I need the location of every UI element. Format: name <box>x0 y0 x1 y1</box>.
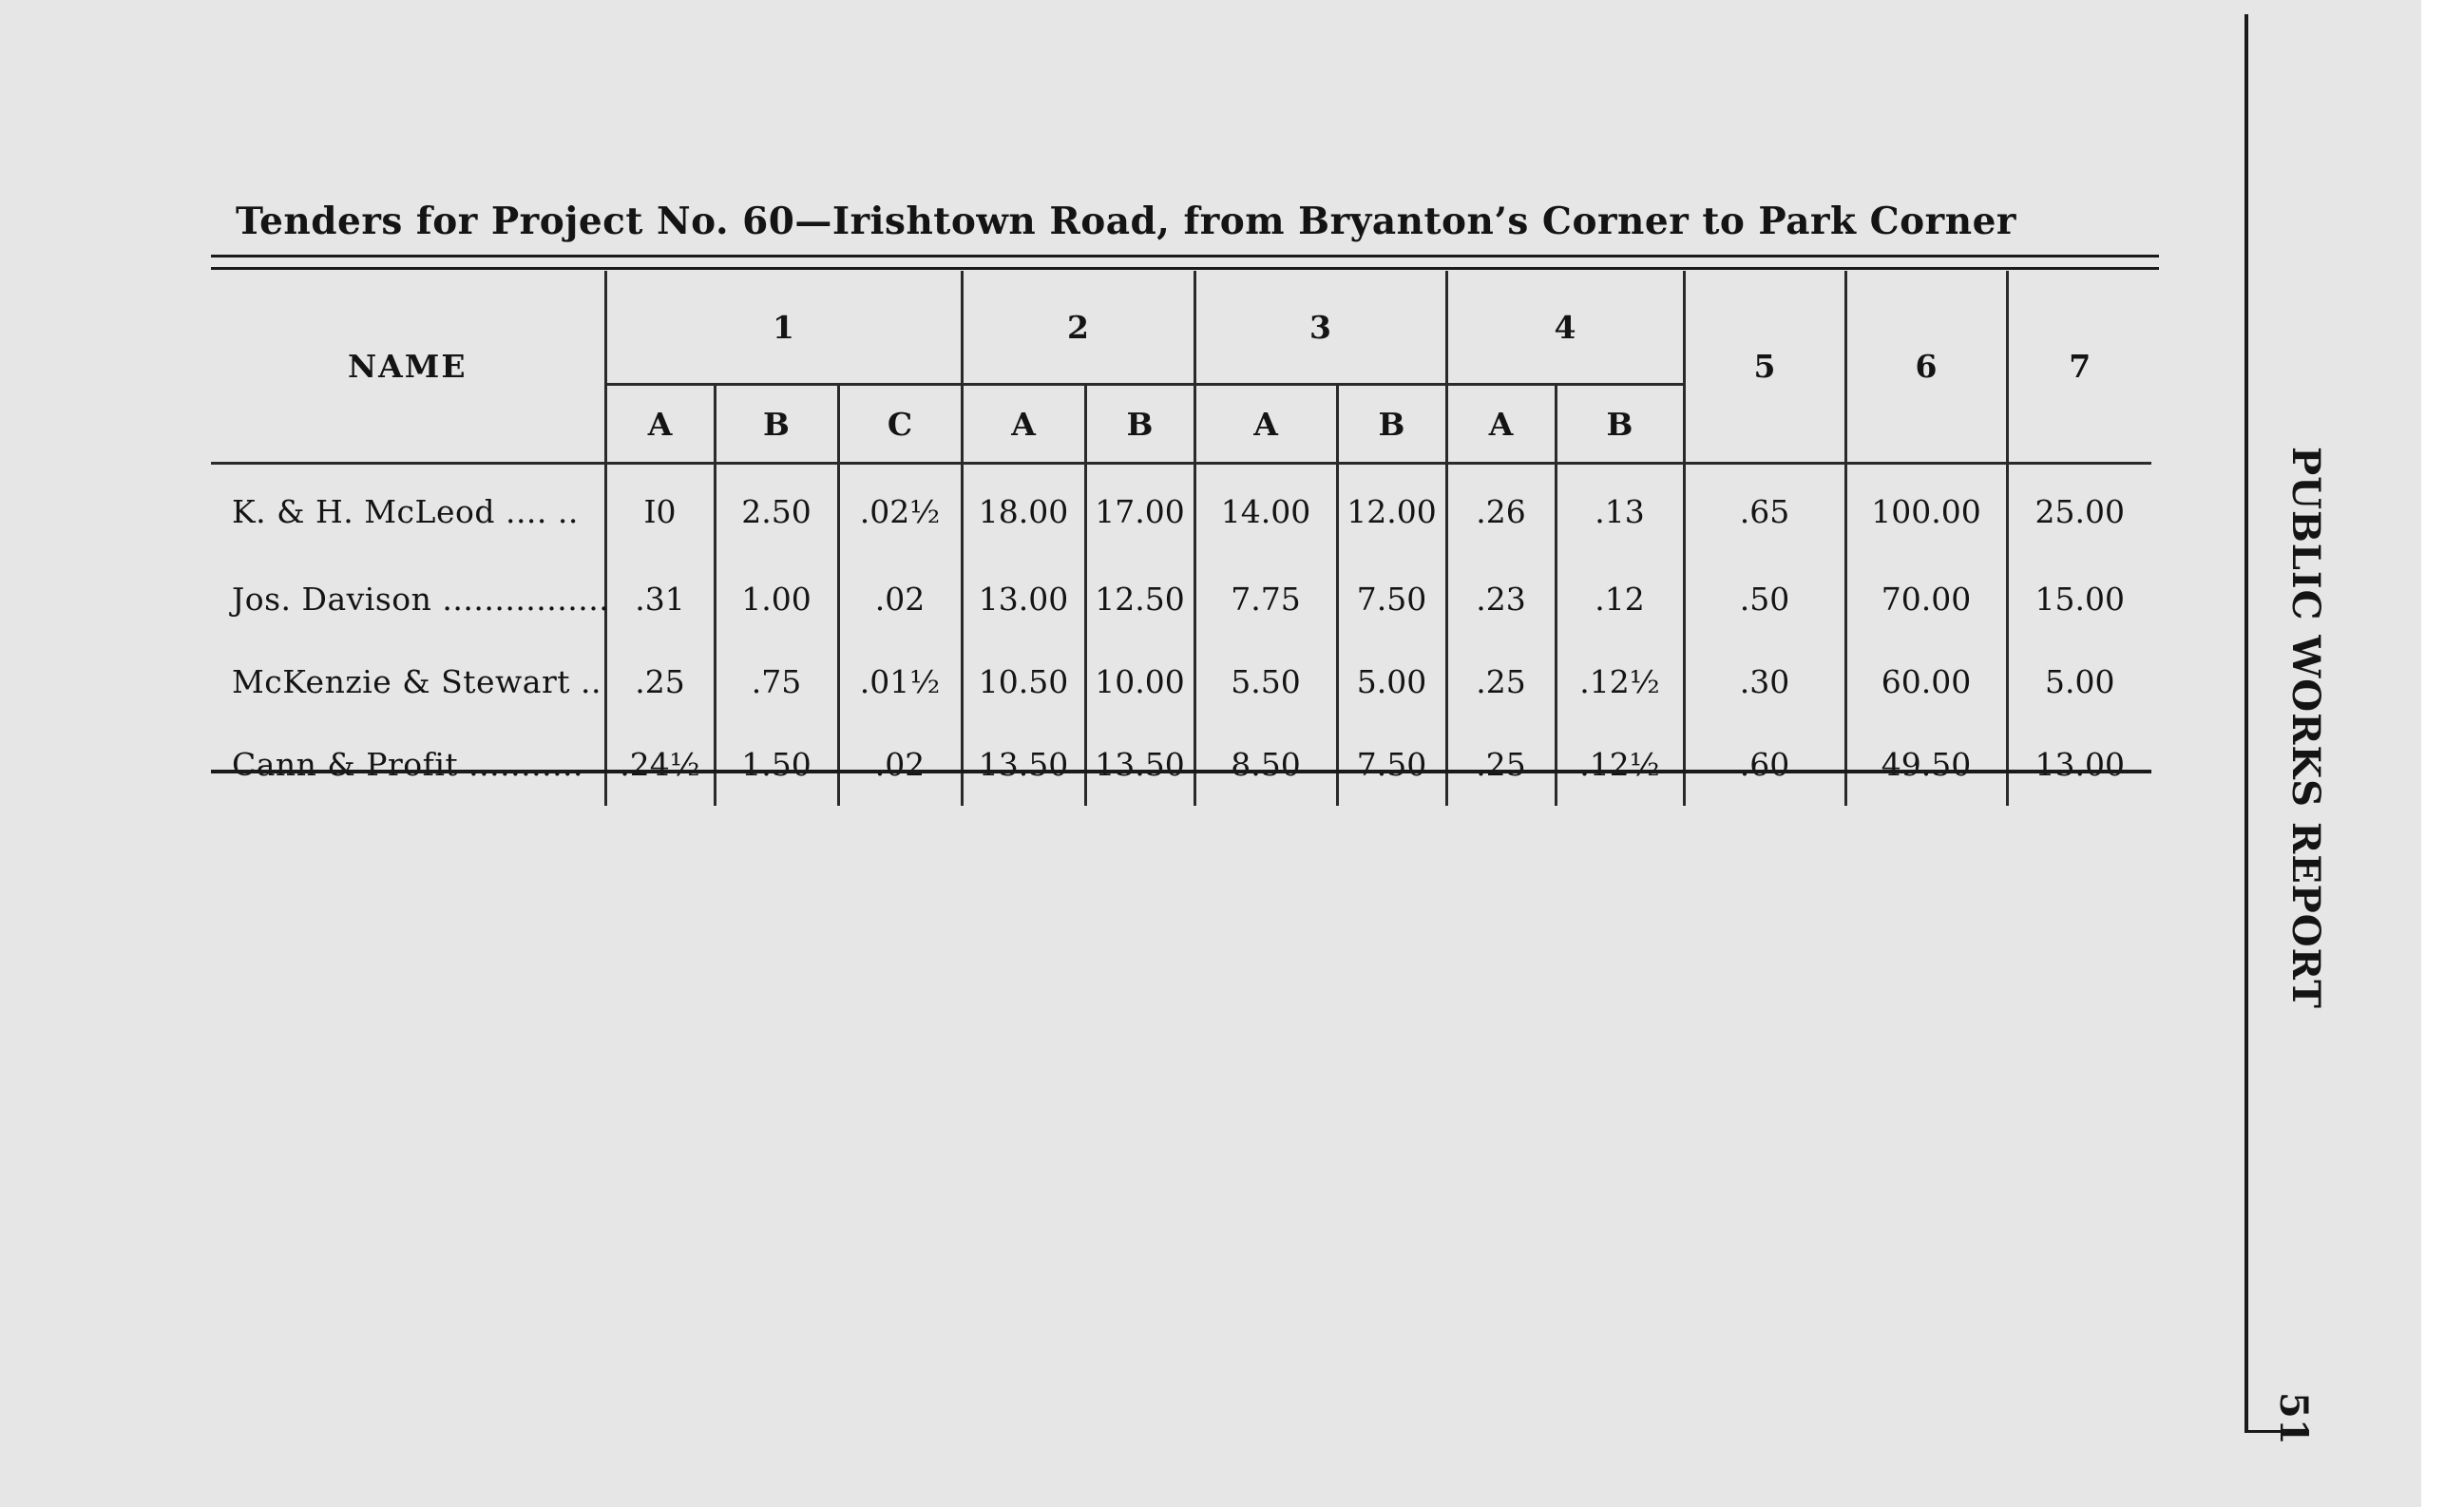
cell-1c: .02 <box>838 723 962 806</box>
cell-2a: 13.50 <box>962 723 1085 806</box>
group-header-1: 1 <box>605 271 962 385</box>
subheader-3b: B <box>1337 385 1446 464</box>
cell-6: 60.00 <box>1845 640 2007 723</box>
cell-2a: 18.00 <box>962 464 1085 559</box>
cell-1a: .31 <box>605 558 715 640</box>
tenderer-name: K. & H. McLeod .... .. <box>211 464 605 559</box>
group-header-6: 6 <box>1845 271 2007 464</box>
table-row <box>211 723 2151 806</box>
cell-4a: .23 <box>1446 558 1556 640</box>
subheader-4a: A <box>1446 385 1556 464</box>
cell-4a: .26 <box>1446 464 1556 559</box>
margin-rule <box>2244 14 2248 1430</box>
cell-4a: .25 <box>1446 723 1556 806</box>
cell-1c: .02½ <box>838 464 962 559</box>
cell-1c: .02 <box>838 558 962 640</box>
subheader-1c: C <box>838 385 962 464</box>
cell-2a: 10.50 <box>962 640 1085 723</box>
cell-1a: .24½ <box>605 723 715 806</box>
cell-1a: .25 <box>605 640 715 723</box>
cell-7: 13.00 <box>2007 723 2151 806</box>
cell-1a: I0 <box>605 464 715 559</box>
cell-1b: 2.50 <box>715 464 838 559</box>
cell-3b: 7.50 <box>1337 558 1446 640</box>
title-double-rule <box>211 255 2159 270</box>
cell-3a: 5.50 <box>1194 640 1337 723</box>
group-header-3: 3 <box>1194 271 1446 385</box>
cell-3a: 8.50 <box>1194 723 1337 806</box>
cell-1c: .01½ <box>838 640 962 723</box>
cell-6: 100.00 <box>1845 464 2007 559</box>
subheader-4b: B <box>1556 385 1684 464</box>
cell-3a: 7.75 <box>1194 558 1337 640</box>
page-edge <box>2421 0 2464 1507</box>
group-header-4: 4 <box>1446 271 1684 385</box>
running-head: PUBLIC WORKS REPORT <box>2283 447 2328 1009</box>
cell-2a: 13.00 <box>962 558 1085 640</box>
cell-1b: 1.50 <box>715 723 838 806</box>
cell-5: .50 <box>1684 558 1845 640</box>
subheader-2a: A <box>962 385 1085 464</box>
table-row <box>211 558 2151 640</box>
cell-2b: 12.50 <box>1085 558 1194 640</box>
tenderer-name: McKenzie & Stewart .. <box>232 663 602 700</box>
group-header-7: 7 <box>2007 271 2151 464</box>
tenderer-name: Jos. Davison ................ <box>232 581 610 618</box>
table-row <box>211 640 2151 723</box>
cell-7: 25.00 <box>2007 464 2151 559</box>
cell-2b: 17.00 <box>1085 464 1194 559</box>
cell-1b: 1.00 <box>715 558 838 640</box>
tenderer-name: Cann & Profit ........... <box>232 746 584 783</box>
group-header-2: 2 <box>962 271 1194 385</box>
cell-4b: .13 <box>1556 464 1684 559</box>
cell-1b: .75 <box>715 640 838 723</box>
cell-3a: 14.00 <box>1194 464 1337 559</box>
cell-3b: 12.00 <box>1337 464 1446 559</box>
subheader-3a: A <box>1194 385 1337 464</box>
subheader-2b: B <box>1085 385 1194 464</box>
cell-3b: 7.50 <box>1337 723 1446 806</box>
group-header-5: 5 <box>1684 271 1845 464</box>
tenders-table <box>211 271 2151 806</box>
cell-4b: .12½ <box>1556 723 1684 806</box>
name-column-header: NAME <box>348 348 468 385</box>
page-number: 51 <box>2271 1392 2316 1445</box>
table-title: Tenders for Project No. 60—Irishtown Road, from Bryanton’s Corner to Park Corner <box>236 200 2016 243</box>
cell-4b: .12½ <box>1556 640 1684 723</box>
cell-3b: 5.00 <box>1337 640 1446 723</box>
cell-6: 49.50 <box>1845 723 2007 806</box>
cell-5: .60 <box>1684 723 1845 806</box>
cell-7: 15.00 <box>2007 558 2151 640</box>
table-bottom-rule <box>211 770 2151 773</box>
cell-2b: 13.50 <box>1085 723 1194 806</box>
cell-4b: .12 <box>1556 558 1684 640</box>
cell-5: .30 <box>1684 640 1845 723</box>
subheader-1b: B <box>715 385 838 464</box>
page-number-rule <box>2244 1430 2287 1433</box>
cell-5: .65 <box>1684 464 1845 559</box>
cell-2b: 10.00 <box>1085 640 1194 723</box>
group-header-row <box>211 271 2151 385</box>
cell-7: 5.00 <box>2007 640 2151 723</box>
table-row <box>211 464 2151 559</box>
cell-4a: .25 <box>1446 640 1556 723</box>
subheader-1a: A <box>605 385 715 464</box>
cell-6: 70.00 <box>1845 558 2007 640</box>
